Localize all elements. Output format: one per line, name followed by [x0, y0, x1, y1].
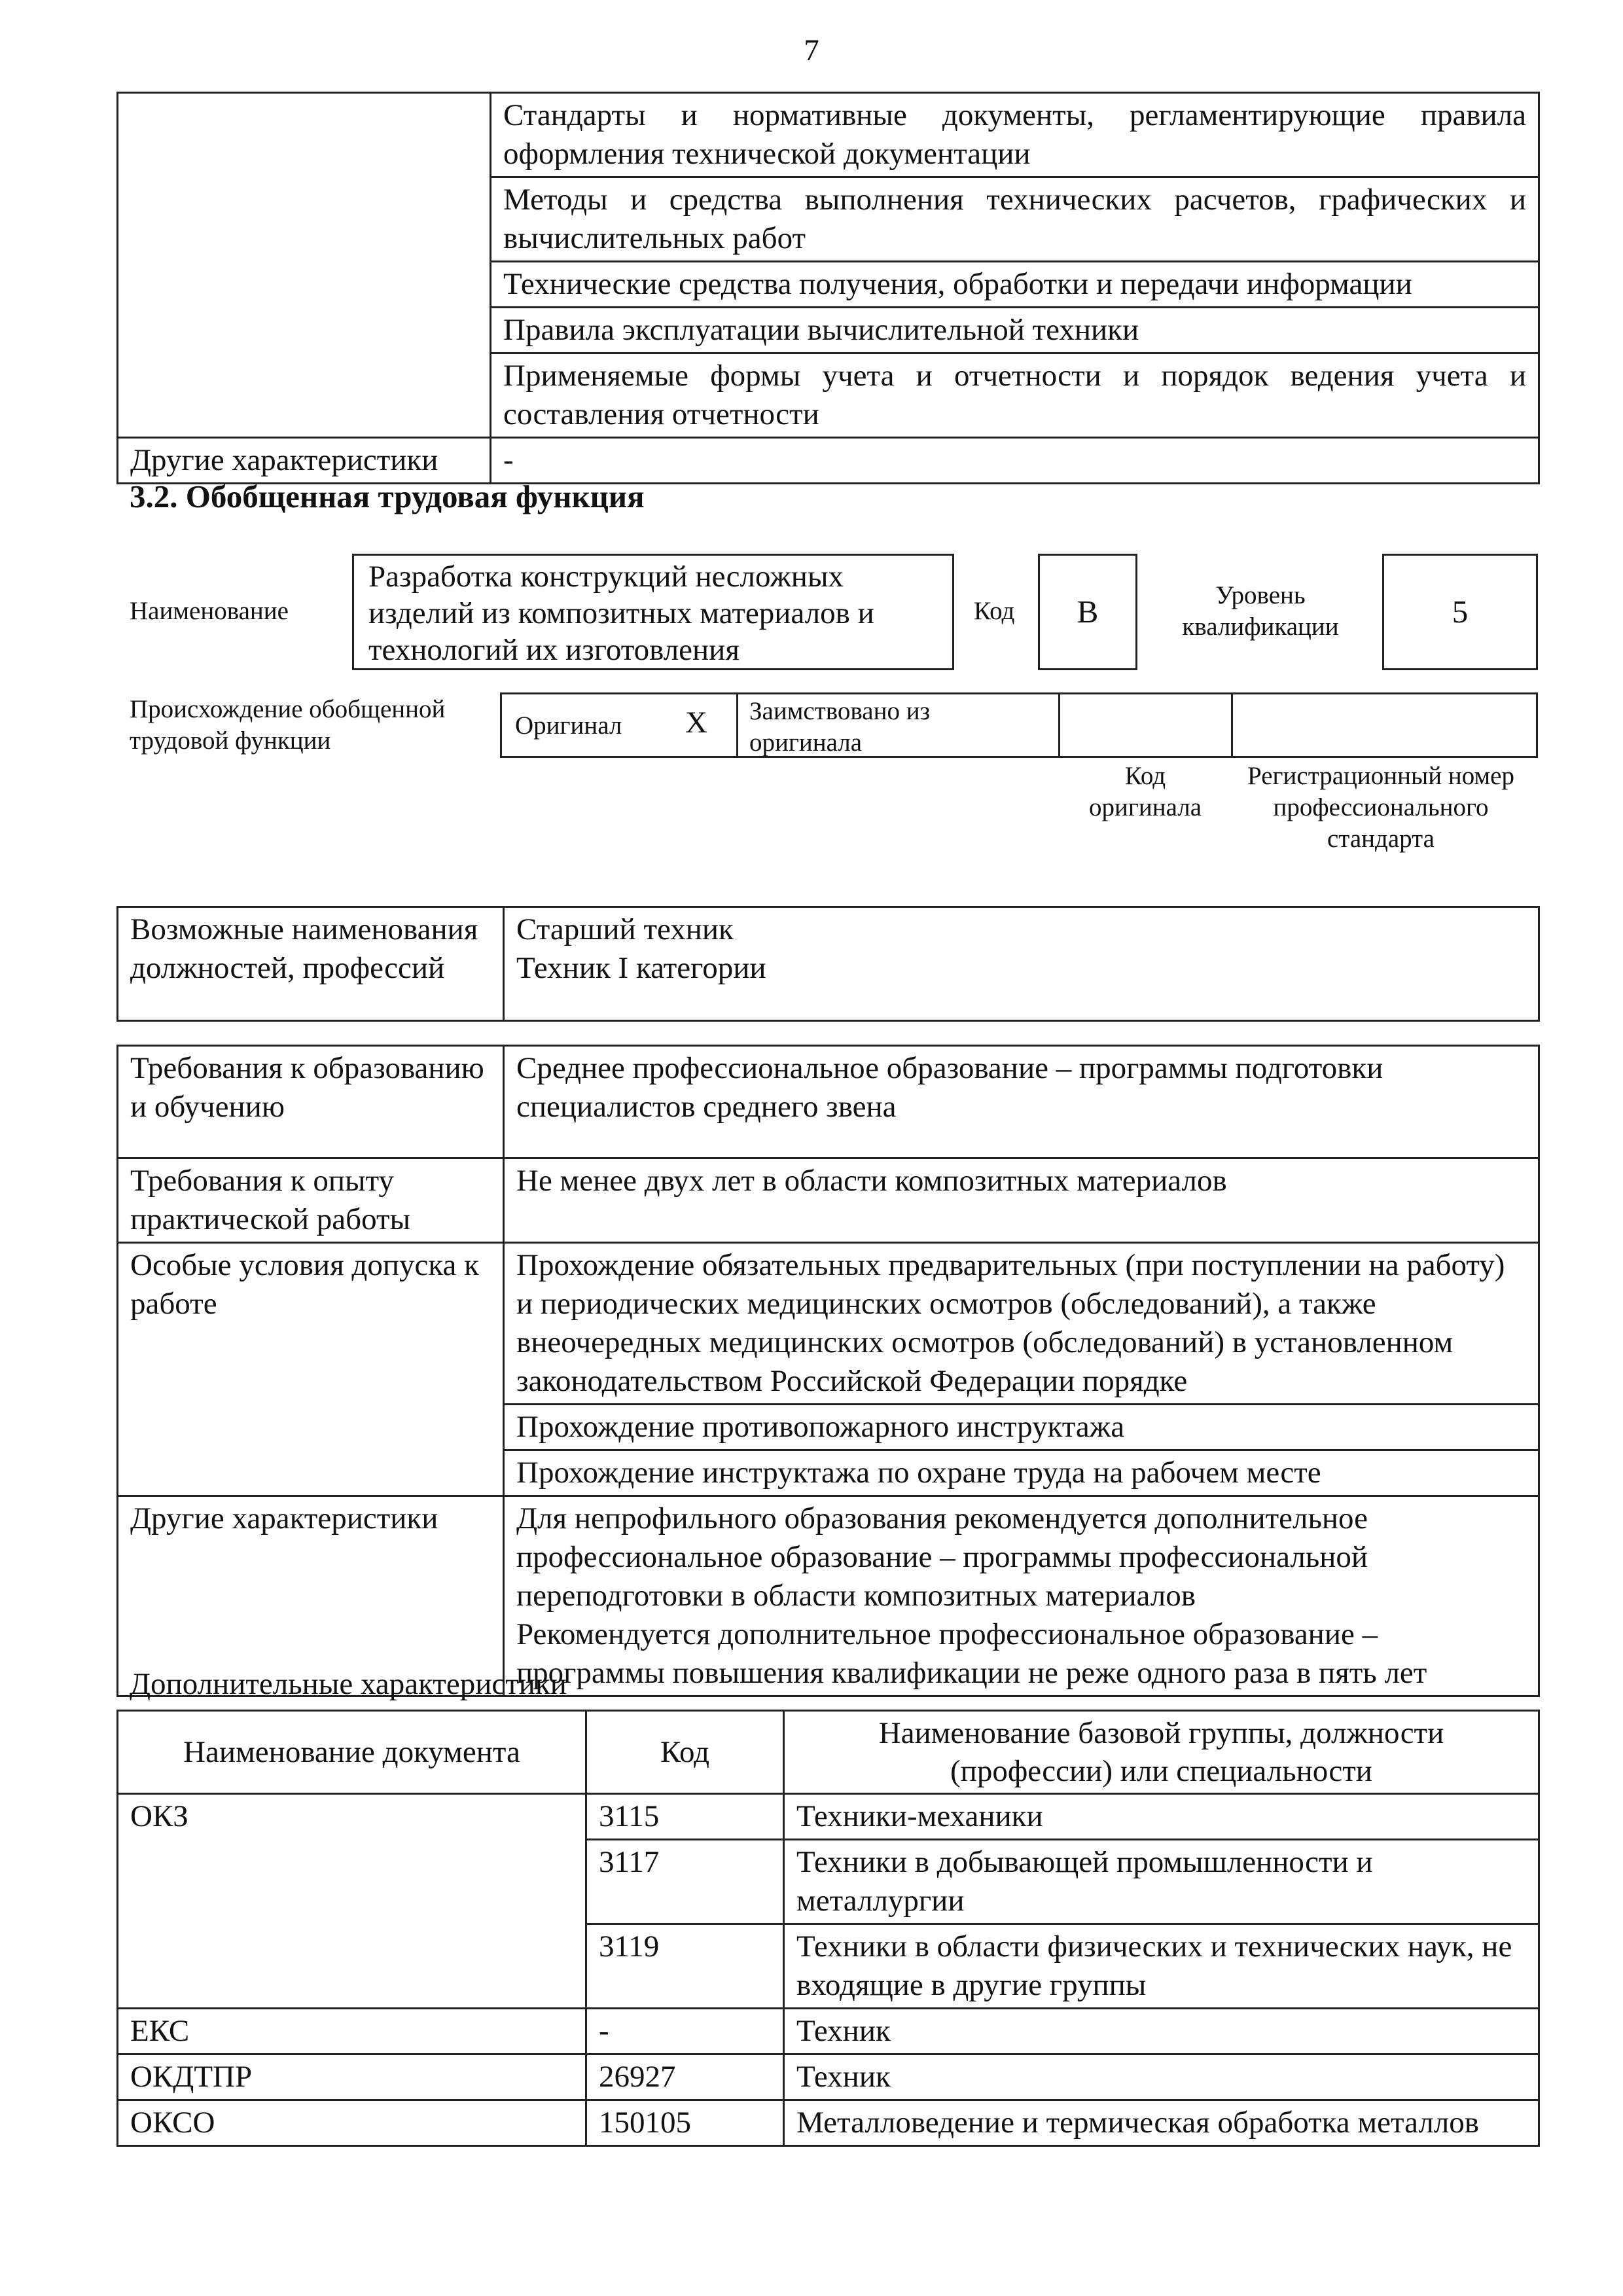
header-group: Наименование базовой группы, должности (профессии) или специальности — [784, 1711, 1539, 1794]
knowledge-item: Правила эксплуатации вычислительной техники — [491, 308, 1539, 353]
education-label: Требования к образованию и обучению — [118, 1046, 504, 1158]
condition-item: Прохождение противопожарного инструктажа — [504, 1405, 1539, 1450]
level-value: 5 — [1452, 594, 1469, 630]
doc-code: - — [586, 2009, 784, 2054]
education-value: Среднее профессиональное образование – программы подготовки специалистов среднего звена — [504, 1046, 1539, 1158]
level-label: Уровень квалификации — [1182, 581, 1339, 641]
origin-table — [500, 692, 1538, 758]
origin-divider — [736, 694, 738, 756]
condition-item: Прохождение инструктажа по охране труда на рабочем месте — [504, 1450, 1539, 1496]
req-other-item: Для непрофильного образования рекомендуется дополнительное профессиональное образование – программы профессиональной переподготовки в области композитных материалов — [516, 1501, 1368, 1613]
okz-code: 3115 — [586, 1794, 784, 1840]
experience-value: Не менее двух лет в области композитных материалов — [504, 1158, 1539, 1243]
function-name-box — [352, 554, 954, 670]
req-other-item: Рекомендуется дополнительное профессиональное образование – программы повышения квалификации не реже одного раза в пять лет — [516, 1617, 1427, 1690]
section-title: 3.2. Обобщенная трудовая функция — [130, 478, 645, 514]
doc-code: 26927 — [586, 2054, 784, 2100]
doc-group: Техник — [784, 2009, 1539, 2054]
req-other-label: Другие характеристики — [118, 1496, 504, 1696]
okz-label: ОКЗ — [118, 1794, 586, 2009]
req-other-values — [504, 1496, 1539, 1696]
doc-group: Металловедение и термическая обработка металлов — [784, 2100, 1539, 2146]
positions-table — [116, 906, 1540, 1022]
name-label: Наименование — [130, 597, 289, 625]
origin-label: Происхождение обобщенной трудовой функции — [130, 695, 446, 755]
header-document: Наименование документа — [118, 1711, 586, 1794]
top-table — [116, 92, 1540, 484]
positions-values — [504, 907, 1539, 1021]
other-characteristics-label: Другие характеристики — [118, 438, 491, 484]
level-box — [1382, 554, 1538, 670]
function-name: Разработка конструкций несложных изделий из композитных материалов и технологий их изготовления — [368, 560, 874, 667]
positions-label: Возможные наименования должностей, профессий — [118, 907, 504, 1021]
condition-item: Прохождение обязательных предварительных (при поступлении на работу) и периодических медицинских осмотров (обследований), а также внеочередных медицинских осмотров (обследований) в установленном законодательством Российской Федерации порядке — [504, 1243, 1539, 1405]
conditions-label: Особые условия допуска к работе — [118, 1243, 504, 1496]
code-box — [1038, 554, 1137, 670]
okz-name: Техники в добывающей промышленности и металлургии — [784, 1840, 1539, 1924]
origin-divider — [1058, 694, 1060, 756]
doc-group: Техник — [784, 2054, 1539, 2100]
code-original-caption: Код оригинала — [1088, 762, 1202, 821]
other-characteristics-value: - — [491, 438, 1539, 484]
header-code: Код — [586, 1711, 784, 1794]
top-table-empty-cell — [118, 93, 491, 438]
reg-number-caption: Регистрационный номер профессионального стандарта — [1247, 762, 1514, 853]
additional-title: Дополнительные характеристики — [130, 1667, 567, 1701]
knowledge-item: Стандарты и нормативные документы, регламентирующие правила оформления технической документации — [491, 93, 1539, 177]
position-item: Старший техник — [516, 912, 734, 946]
doc-name: ОКДТПР — [118, 2054, 586, 2100]
knowledge-item: Методы и средства выполнения технических расчетов, графических и вычислительных работ — [491, 177, 1539, 262]
requirements-table — [116, 1045, 1540, 1697]
borrowed-label: Заимствовано из оригинала — [749, 697, 931, 757]
doc-name: ЕКС — [118, 2009, 586, 2054]
okz-name: Техники-механики — [784, 1794, 1539, 1840]
okz-name: Техники в области физических и технических наук, не входящие в другие группы — [784, 1924, 1539, 2009]
doc-code: 150105 — [586, 2100, 784, 2146]
okz-code: 3117 — [586, 1840, 784, 1924]
knowledge-item: Технические средства получения, обработки и передачи информации — [491, 262, 1539, 308]
experience-label: Требования к опыту практической работы — [118, 1158, 504, 1243]
additional-table — [116, 1710, 1540, 2147]
original-label: Оригинал — [515, 711, 622, 740]
original-mark: X — [685, 706, 707, 740]
code-label: Код — [974, 597, 1015, 625]
knowledge-item: Применяемые формы учета и отчетности и порядок ведения учета и составления отчетности — [491, 353, 1539, 438]
page-number: 7 — [804, 33, 819, 67]
position-item: Техник I категории — [516, 951, 766, 985]
code-value: B — [1077, 594, 1099, 630]
doc-name: ОКСО — [118, 2100, 586, 2146]
okz-code: 3119 — [586, 1924, 784, 2009]
origin-divider — [1231, 694, 1233, 756]
